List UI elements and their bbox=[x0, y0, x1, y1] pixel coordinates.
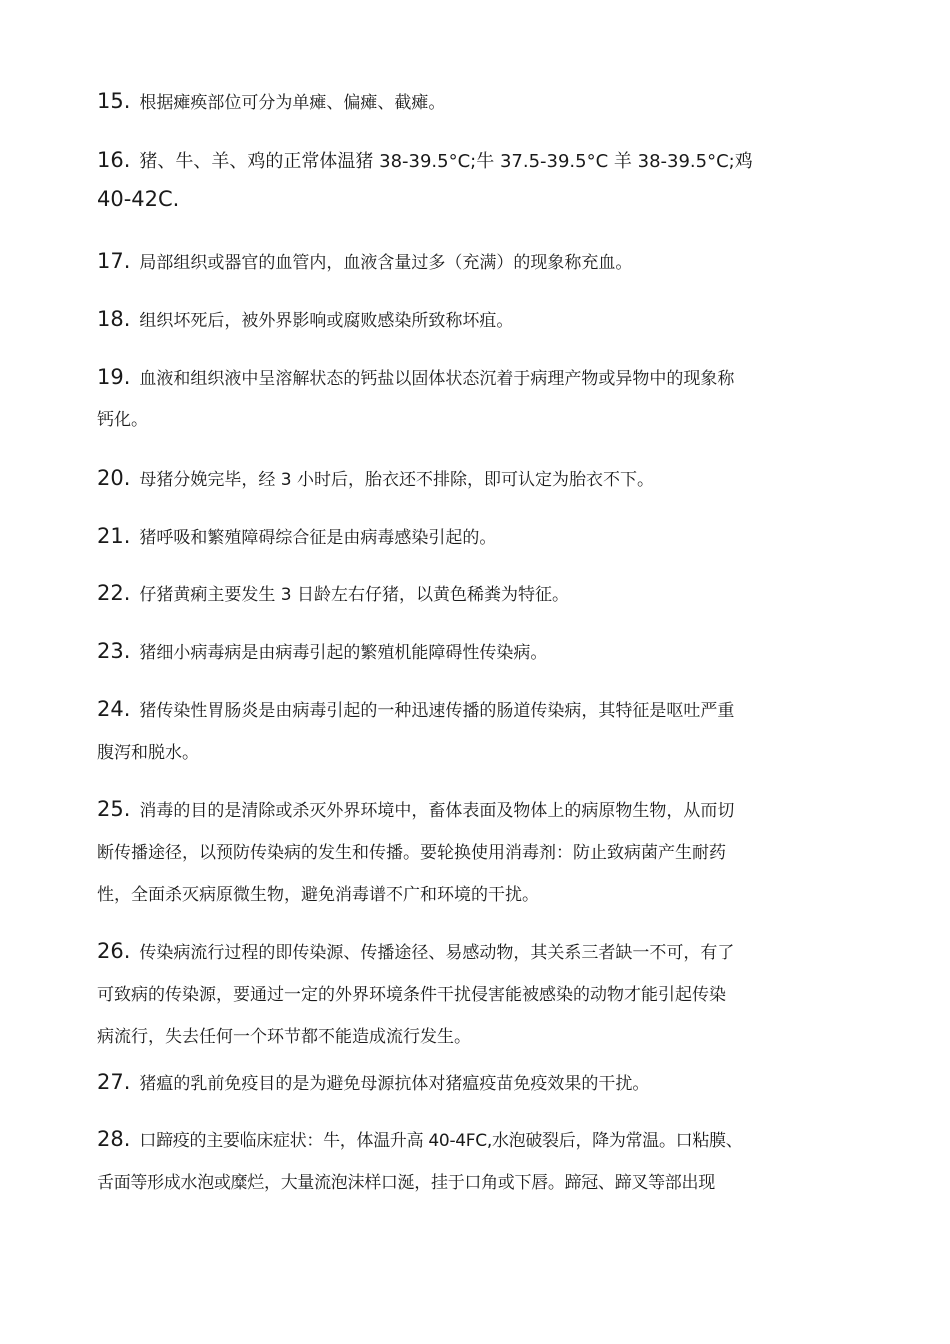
item-text-continued: 可致病的传染源，要通过一定的外界环境条件干扰侵害能被感染的动物才能引起传染 bbox=[97, 985, 726, 1005]
item-text-continued: 病流行，失去任何一个环节都不能造成流行发生。 bbox=[97, 1027, 471, 1047]
item-text: 组织坏死后，被外界影响或腐败感染所致称坏疽。 bbox=[139, 311, 514, 331]
item-text-continued: 性，全面杀灭病原微生物，避免消毒谱不广和环境的干扰。 bbox=[97, 885, 539, 905]
item-text: 血液和组织液中呈溶解状态的钙盐以固体状态沉着于病理产物或异物中的现象称 bbox=[139, 369, 735, 389]
item-text-continued: 40-42C. bbox=[97, 187, 180, 211]
item-text: 猪细小病毒病是由病毒引起的繁殖机能障碍性传染病。 bbox=[139, 643, 548, 663]
item-number: 26. bbox=[97, 939, 131, 963]
item-number: 28. bbox=[97, 1127, 131, 1151]
item-number: 22. bbox=[97, 581, 131, 605]
item-text: 口蹄疫的主要临床症状：牛，体温升高 40-4FC,水泡破裂后，降为常温。口粘膜、 bbox=[139, 1131, 743, 1151]
item-number: 20. bbox=[97, 466, 131, 490]
item-number: 24. bbox=[97, 697, 131, 721]
item-text-continued: 断传播途径，以预防传染病的发生和传播。要轮换使用消毒剂：防止致病菌产生耐药 bbox=[97, 843, 726, 863]
item-text: 猪、牛、羊、鸡的正常体温猪 38-39.5°C;牛 37.5-39.5°C 羊 38-39.5°C;鸡 bbox=[139, 151, 753, 172]
item-number: 15. bbox=[97, 89, 131, 113]
item-number: 19. bbox=[97, 365, 131, 389]
item-number: 25. bbox=[97, 797, 131, 821]
item-text: 消毒的目的是清除或杀灭外界环境中，畜体表面及物体上的病原物生物，从而切 bbox=[139, 801, 735, 821]
item-text-continued: 腹泻和脱水。 bbox=[97, 743, 199, 763]
item-text: 仔猪黄痢主要发生 3 日龄左右仔猪，以黄色稀粪为特征。 bbox=[139, 585, 570, 605]
item-text-continued: 钙化。 bbox=[97, 410, 148, 430]
item-number: 16. bbox=[97, 148, 131, 172]
item-text: 猪传染性胃肠炎是由病毒引起的一种迅速传播的肠道传染病，其特征是呕吐严重 bbox=[139, 701, 735, 721]
item-number: 27. bbox=[97, 1070, 131, 1094]
item-number: 21. bbox=[97, 524, 131, 548]
item-number: 23. bbox=[97, 639, 131, 663]
item-text: 母猪分娩完毕，经 3 小时后，胎衣还不排除，即可认定为胎衣不下。 bbox=[139, 470, 655, 490]
item-text: 局部组织或器官的血管内，血液含量过多（充满）的现象称充血。 bbox=[139, 253, 633, 273]
item-text: 传染病流行过程的即传染源、传播途径、易感动物，其关系三者缺一不可，有了 bbox=[139, 943, 735, 963]
item-number: 18. bbox=[97, 307, 131, 331]
item-text: 猪呼吸和繁殖障碍综合征是由病毒感染引起的。 bbox=[139, 528, 497, 548]
item-number: 17. bbox=[97, 249, 131, 273]
item-text-continued: 舌面等形成水泡或糜烂，大量流泡沫样口涎，挂于口角或下唇。蹄冠、蹄叉等部出现 bbox=[97, 1173, 715, 1193]
item-text: 根据瘫痪部位可分为单瘫、偏瘫、截瘫。 bbox=[139, 93, 446, 113]
item-text: 猪瘟的乳前免疫目的是为避免母源抗体对猪瘟疫苗免疫效果的干扰。 bbox=[139, 1074, 650, 1094]
